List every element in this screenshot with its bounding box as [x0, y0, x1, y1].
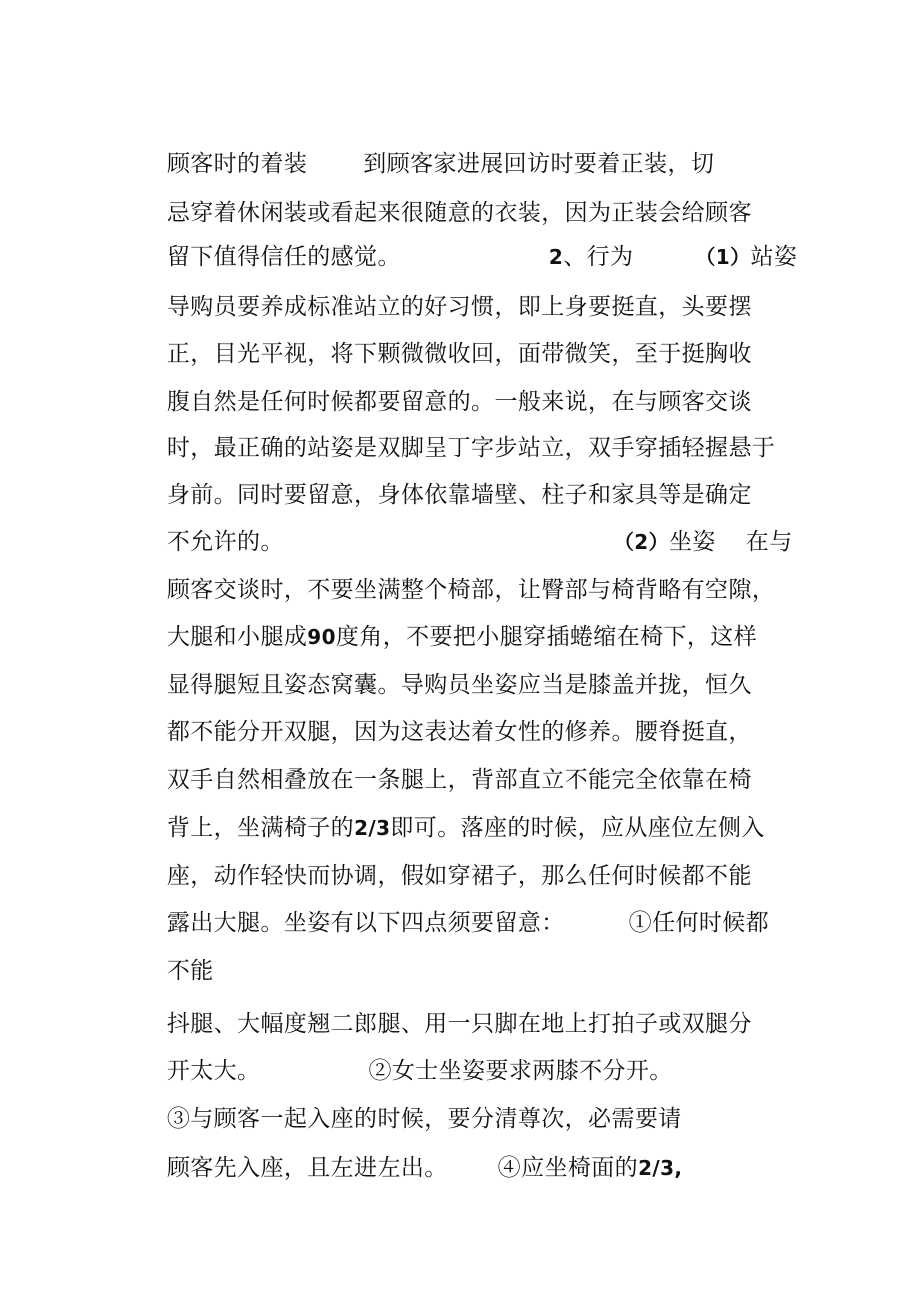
- segment: 在与: [745, 529, 793, 555]
- segment: 站姿: [750, 244, 798, 270]
- segment: 腹自然是任何时候都要留意的。一般来说，在与顾客交谈: [166, 389, 752, 415]
- segment: 时，最正确的站姿是双脚呈丁字步站立，双手穿插轻握悬于: [166, 435, 776, 461]
- text-line-14: [136, 729, 752, 793]
- segment: ④应坐椅面的: [497, 1155, 639, 1181]
- text-line-21: [136, 1068, 682, 1132]
- text-line-19: [136, 973, 752, 1037]
- segment: 坐姿: [668, 529, 716, 555]
- segment: 顾客先入座，且左进左出。: [166, 1155, 448, 1181]
- text-line-9: [136, 491, 793, 555]
- segment: 背上，坐满椅子的: [166, 815, 355, 841]
- number: 2/3,: [638, 1156, 683, 1180]
- item-number: （2）: [613, 530, 669, 554]
- text-line-3: [136, 206, 798, 270]
- segment: 到顾客家进展回访时要着正装，切: [363, 151, 715, 177]
- segment: ①任何时候都: [628, 910, 770, 936]
- segment: 抖腿、大幅度翘二郎腿、用一只脚在地上打拍子或双腿分: [166, 1011, 752, 1037]
- segment: 不能: [166, 958, 214, 984]
- segment: 导购员要养成标准站立的好习惯，即上身要挺直，头要摆: [166, 294, 752, 320]
- text-line-22: [136, 1117, 683, 1181]
- segment: 双手自然相叠放在一条腿上，背部直立不能完全依靠在椅: [166, 767, 752, 793]
- segment: 度角，不要把小腿穿插蜷缩在椅下，这样: [335, 624, 758, 650]
- segment: 忌穿着休闲装或看起来很随意的衣装，因为正装会给顾客: [166, 200, 752, 226]
- text-line-6: [136, 351, 752, 415]
- segment: 开太大。: [166, 1058, 261, 1084]
- segment: ②女士坐姿要求两膝不分开。: [368, 1058, 673, 1084]
- text-line-11: [136, 586, 758, 650]
- number: 2/3: [354, 816, 391, 840]
- segment: 座，动作轻快而协调，假如穿裙子，那么任何时候都不能: [166, 863, 752, 889]
- text-line-4: [136, 256, 752, 320]
- segment: 顾客时的着装: [166, 151, 308, 177]
- number: 90: [307, 625, 336, 649]
- segment: 都不能分开双腿，因为这表达着女性的修养。腰脊挺直，: [166, 719, 752, 745]
- segment: 正，目光平视，将下颗微微收回，面带微笑，至于挺胸收: [166, 341, 752, 367]
- segment: 大腿和小腿成: [166, 624, 308, 650]
- text-line-1: [136, 113, 715, 177]
- text-line-20: [136, 1020, 673, 1084]
- section-number: 2: [548, 245, 564, 269]
- text-line-7: [136, 397, 776, 461]
- text-line-12: [136, 634, 752, 698]
- segment: 即可。落座的时候，应从座位左侧入: [390, 815, 765, 841]
- text-line-13: [136, 681, 752, 745]
- text-line-15: [136, 777, 765, 841]
- text-line-5: [136, 303, 752, 367]
- segment: 顾客交谈时，不要坐满整个椅部，让臀部与椅背略有空隙，: [166, 577, 776, 603]
- segment: 显得腿短且姿态窝囊。导购员坐姿应当是膝盖并拢，恒久: [166, 672, 752, 698]
- segment: 露出大腿。坐姿有以下四点须要留意：: [166, 910, 565, 936]
- segment: 不允许的。: [166, 529, 284, 555]
- segment: 留下值得信任的感觉。: [166, 244, 401, 270]
- segment: 、行为: [563, 244, 634, 270]
- text-line-17: [136, 872, 770, 936]
- item-number: （1）: [695, 245, 751, 269]
- text-line-2: [136, 162, 752, 226]
- text-line-8: [136, 444, 752, 508]
- text-line-16: [136, 825, 752, 889]
- segment: 身前。同时要留意，身体依靠墙壁、柱子和家具等是确定: [166, 482, 752, 508]
- segment: ③与顾客一起入座的时候，要分清尊次，必需要请: [166, 1106, 682, 1132]
- text-line-18: [136, 920, 214, 984]
- text-line-10: [136, 539, 776, 603]
